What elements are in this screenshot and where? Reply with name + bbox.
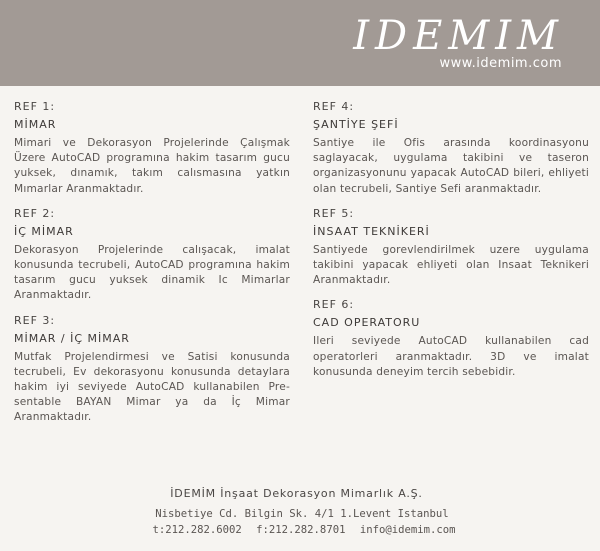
job-description: Mimari ve Dekorasyon Projelerinde Çalışmak Üzere AutoCAD programına hakim tasarım gucu yuksek, dınamık, takım calısmasına yatkın Mımarlar Aranmaktadır. [14,137,290,195]
job-listing-ref-5 [313,207,589,289]
right-column [313,100,589,390]
job-description: Ileri seviyede AutoCAD kullanabilen cad operatorleri aranmaktadır. 3D ve imalat konusunda deneyim tercih sebebidir. [313,335,589,378]
header-banner [0,0,600,86]
phone-number[interactable]: t:212.282.6002 [152,524,242,536]
job-description: Dekorasyon Projelerinde calışacak, imalat konusunda tecrubeli, AutoCAD programına hakim tasarım gucu yuksek dinamik Ic Mimarlar Aranmaktadır. [14,243,290,302]
job-description: Santiyede gorevlendirilmek uzere uygulama takibini yapacak ehliyeti olan Insaat Teknikeri Aranmaktadır. [313,243,589,287]
job-title: MİMAR [14,118,57,131]
job-title: İÇ MİMAR [14,224,74,238]
job-description: Mutfak Projelendirmesi ve Satisi konusunda tecrubeli, Ev dekorasyonu konusunda detaylara hakim iyi seviyede AutoCAD kullanabilen Pre- sentable BAYAN Mimar ya da İç Mimar Aranmaktadır. [14,350,290,424]
ref-number: REF 2: [14,206,56,220]
logo-wordmark: IDEMIM [353,13,564,59]
contact-line [8,524,600,536]
job-description: Santiye ile Ofis arasında koordinasyonu saglayacak, uygulama takibini ve taseron organizasyonunu yapacak AutoCAD bileri, ehliyeti olan tecrubeli, Santiye Sefi aranmaktadır. [313,137,589,195]
ref-number: REF 5: [313,206,355,220]
ref-number: REF 4: [313,100,355,113]
job-title: ŞANTİYE ŞEFİ [313,118,399,131]
company-address: Nisbetiye Cd. Bilgin Sk. 4/1 1.Levent Istanbul [155,508,449,520]
ref-number: REF 3: [14,313,56,327]
job-listing-ref-2 [14,207,290,304]
website-url[interactable]: www.idemim.com [439,56,562,71]
ref-number: REF 1: [14,100,56,113]
ref-number: REF 6: [313,298,355,312]
footer [0,487,600,536]
company-logo[interactable] [353,14,564,71]
left-column [14,100,290,436]
company-name: İDEMİM İnşaat Dekorasyon Mimarlık A.Ş. [170,487,423,500]
job-listing-ref-4 [313,100,589,197]
job-title: MİMAR / İÇ MİMAR [14,331,130,345]
email-link[interactable]: info@idemim.com [359,524,456,536]
fax-number: f:212.282.8701 [256,524,346,536]
job-listing-ref-3 [14,314,290,426]
job-listing-ref-1 [14,100,290,197]
job-listing-ref-6 [313,298,589,380]
job-title: CAD OPERATORU [313,316,421,330]
job-title: İNSAAT TEKNİKERİ [313,224,430,238]
